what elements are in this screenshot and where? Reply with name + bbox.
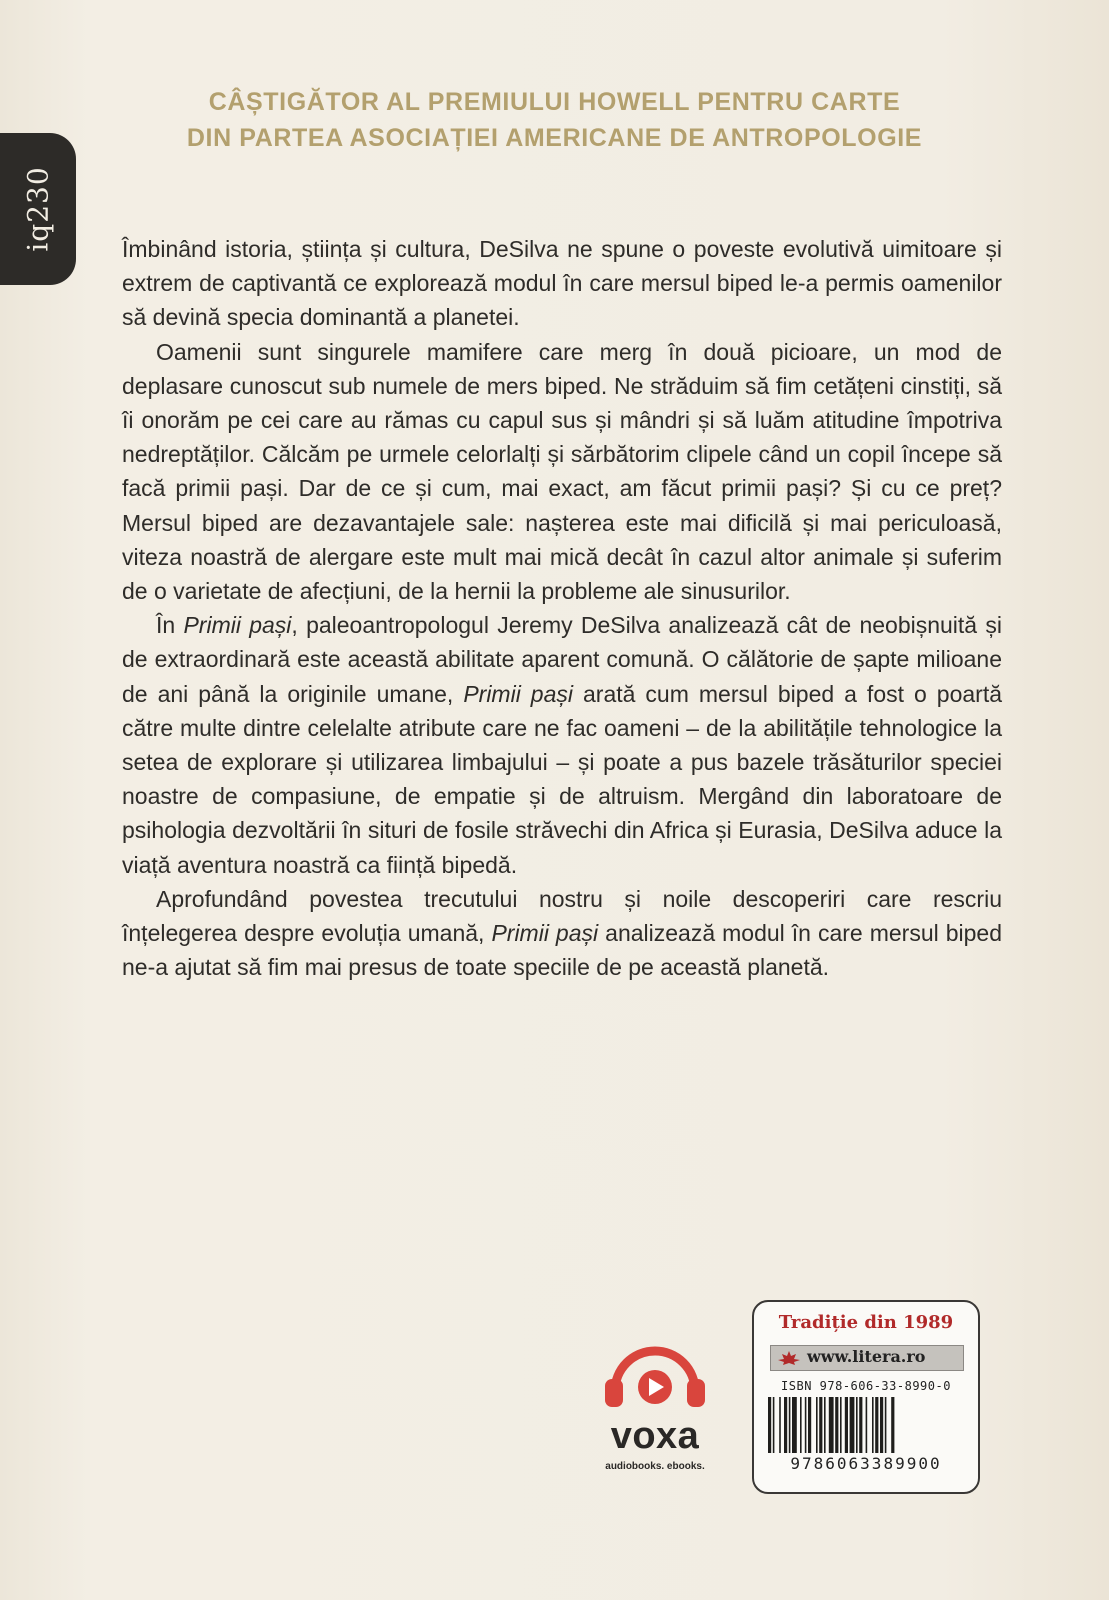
barcode-bar	[872, 1397, 874, 1453]
litera-band	[770, 1345, 964, 1371]
barcode-bar	[859, 1397, 862, 1453]
barcode-bar	[856, 1397, 858, 1453]
barcode-bar	[768, 1397, 771, 1453]
barcode-bar	[779, 1397, 781, 1453]
blurb-paragraph-1: Îmbinând istoria, știința și cultura, DeSilva ne spune o poveste evolutivă uimitoare și extrem de captivantă ce explorează modul în care mersul biped le-a permis oamenilor să devină specia dominantă a planetei.	[122, 236, 1002, 331]
barcode	[766, 1397, 966, 1453]
text-segment: analizează modul în care mersul biped ne-a ajutat să fim mai presus de toate speciile de pe această planetă.	[122, 920, 1003, 981]
series-tab	[0, 133, 76, 285]
voxa-logo	[583, 1345, 727, 1472]
barcode-bar	[792, 1397, 797, 1453]
barcode-bar	[866, 1397, 868, 1453]
barcode-bar	[773, 1397, 775, 1453]
blurb-paragraph-4	[122, 882, 1002, 985]
barcode-bar	[875, 1397, 878, 1453]
barcode-digits: 9786063389900	[790, 1454, 942, 1473]
book-title: Primii pași	[491, 920, 599, 947]
blurb-paragraph-3	[122, 608, 1002, 882]
headphones-icon	[599, 1345, 711, 1417]
book-title: Primii pași	[183, 612, 292, 639]
tradition-text: Tradiție din 1989	[778, 1312, 954, 1333]
publisher-url: www.litera.ro	[807, 1347, 926, 1366]
blurb-paragraph-2: Oamenii sunt singurele mamifere care merg în două picioare, un mod de deplasare cunoscut sub numele de mers biped. Ne străduim să fim cetățeni cinstiți, să îi onorăm pe cei care au rămas cu capul sus și mândri și să luăm atitudine împotriva nedreptăților. Călcăm pe urmele celorlalți și sărbătorim clipele când un copil începe să facă primii pași. Dar de ce și cum, mai exact, am făcut primii pași? Și cu ce preț? Mersul biped are dezavantajele sale: nașterea este mai dificilă și mai periculoasă, viteza noastră de alergare este mult mai mică decât în cazul altor animale și suferim de o varietate de afecțiuni, de la hernii la probleme ale sinusurilor.	[122, 338, 1002, 605]
book-title: Primii pași	[463, 680, 573, 707]
barcode-bar	[789, 1397, 791, 1453]
award-line-1: CÂȘTIGĂTOR AL PREMIULUI HOWELL PENTRU CARTE	[208, 88, 901, 116]
barcode-bar	[805, 1397, 807, 1453]
voxa-tagline: audiobooks. ebooks.	[605, 1461, 705, 1472]
barcode-bar	[885, 1397, 887, 1453]
barcode-bar	[850, 1397, 855, 1453]
barcode-bar	[824, 1397, 826, 1453]
barcode-bar	[840, 1397, 842, 1453]
text-segment: , paleoantropologul Jeremy DeSilva analizează cât de neobișnuită și de extraordinară este această abilitate aparent comună. O călătorie de șapte milioane de ani până la originile umane,	[122, 612, 1002, 707]
series-label: iq230	[21, 166, 55, 252]
barcode-bar	[819, 1397, 822, 1453]
barcode-bar	[808, 1397, 811, 1453]
barcode-bar	[784, 1397, 787, 1453]
barcode-bar	[829, 1397, 834, 1453]
text-segment: Aprofundând povestea trecutului nostru și noile descoperiri care rescriu înțelegerea despre evoluția umană,	[122, 885, 1002, 947]
award-line-2: DIN PARTEA ASOCIAȚIEI AMERICANE DE ANTROPOLOGIE	[186, 124, 923, 152]
maple-leaf-icon	[777, 1350, 801, 1366]
barcode-bar	[800, 1397, 802, 1453]
barcode-bar	[845, 1397, 848, 1453]
blurb	[122, 232, 1002, 984]
text-segment: În	[156, 612, 184, 639]
voxa-wordmark: voxa	[610, 1415, 700, 1457]
barcode-bar	[835, 1397, 838, 1453]
text-segment: arată cum mersul biped a fost o poartă către multe dintre celelalte atribute care ne fac oameni – de la abilitățile tehnologice la setea de explorare și utilizarea limbajului – și poate a pus bazele trăsăturilor speciei noastre de compasiune, de empatie și de altruism. Mergând din laboratoare de psihologia dezvoltării în situri de fosile străvechi din Africa și Eurasia, DeSilva aduce la viață aventura noastră ca ființă bipedă.	[122, 680, 1003, 878]
publisher-isbn-box	[752, 1300, 980, 1494]
barcode-bar	[891, 1397, 894, 1453]
isbn-text: ISBN 978-606-33-8990-0	[781, 1379, 951, 1393]
barcode-bar	[816, 1397, 818, 1453]
barcode-bar	[880, 1397, 883, 1453]
